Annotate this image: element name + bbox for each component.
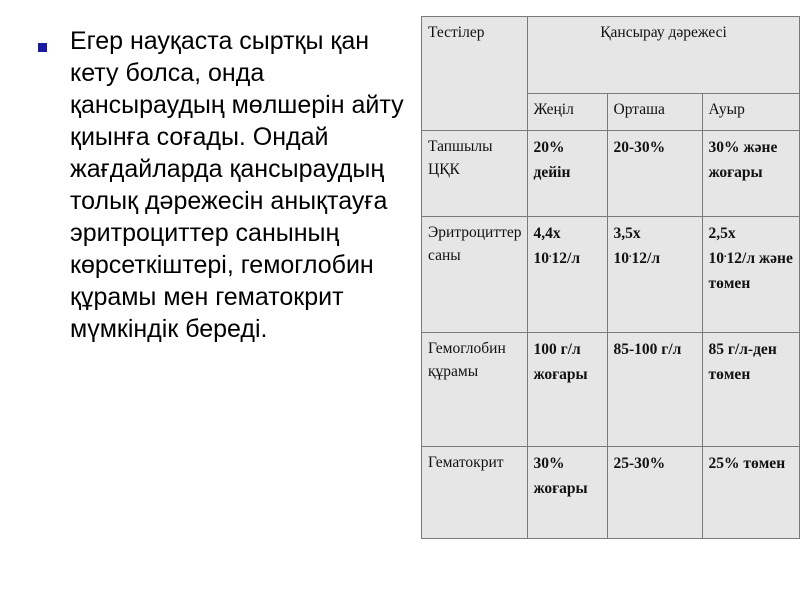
cell-moderate: 25-30% (607, 447, 702, 539)
cell-mild-part2: 10 (533, 250, 550, 267)
table-header-row (422, 17, 800, 94)
table-row (422, 131, 800, 217)
blood-loss-table (421, 16, 800, 539)
cell-moderate: 20-30% (607, 131, 702, 217)
table-row (422, 217, 800, 333)
header-moderate: Орташа (607, 94, 702, 131)
header-severe: Ауыр (702, 94, 799, 131)
cell-moderate: 85-100 г/л (607, 333, 702, 447)
cell-mild-part3: 12/л (551, 250, 581, 267)
header-severity-group: Қансырау дәрежесі (527, 17, 799, 94)
cell-mild: 20% дейін (527, 131, 607, 217)
cell-mild-part1: 4,4х (533, 225, 561, 242)
cell-moderate-superscript: . (629, 248, 632, 260)
row-label: Гематокрит (422, 447, 528, 539)
cell-moderate-part3: 12/л (631, 250, 661, 267)
row-label: Эритроциттер саны (422, 217, 528, 333)
cell-severe-part2: 10 (708, 250, 725, 267)
table-row (422, 333, 800, 447)
square-bullet-icon (38, 43, 47, 52)
cell-mild: 100 г/л жоғары (527, 333, 607, 447)
header-tests: Тестілер (422, 17, 528, 131)
row-label: Гемоглобин құрамы (422, 333, 528, 447)
cell-severe-superscript: . (724, 248, 727, 260)
row-label: Тапшылы ЦҚК (422, 131, 528, 217)
bullet-text: Егер науқаста сыртқы қан кету болса, онда қансыраудың мөлшерін айту қиынға соғады. Ондай жағдайларда қансыраудың толық дәрежесін анықтауға эритроциттер санының көрсеткіштері, гемоглобин құрамы мен гематокрит мүмкіндік береді. (70, 27, 404, 343)
cell-moderate-part1: 3,5х (613, 225, 641, 242)
cell-severe-part1: 2,5х (708, 225, 736, 242)
cell-mild: 30% жоғары (527, 447, 607, 539)
cell-moderate-part2: 10 (613, 250, 630, 267)
table-row (422, 447, 800, 539)
cell-severe: 30% және жоғары (702, 131, 799, 217)
cell-moderate (607, 217, 702, 333)
header-mild: Жеңіл (527, 94, 607, 131)
cell-mild-superscript: . (549, 248, 552, 260)
cell-severe: 25% төмен (702, 447, 799, 539)
cell-severe (702, 217, 799, 333)
cell-severe-part3: 12/л және төмен (708, 250, 793, 292)
cell-severe: 85 г/л-ден төмен (702, 333, 799, 447)
cell-mild (527, 217, 607, 333)
